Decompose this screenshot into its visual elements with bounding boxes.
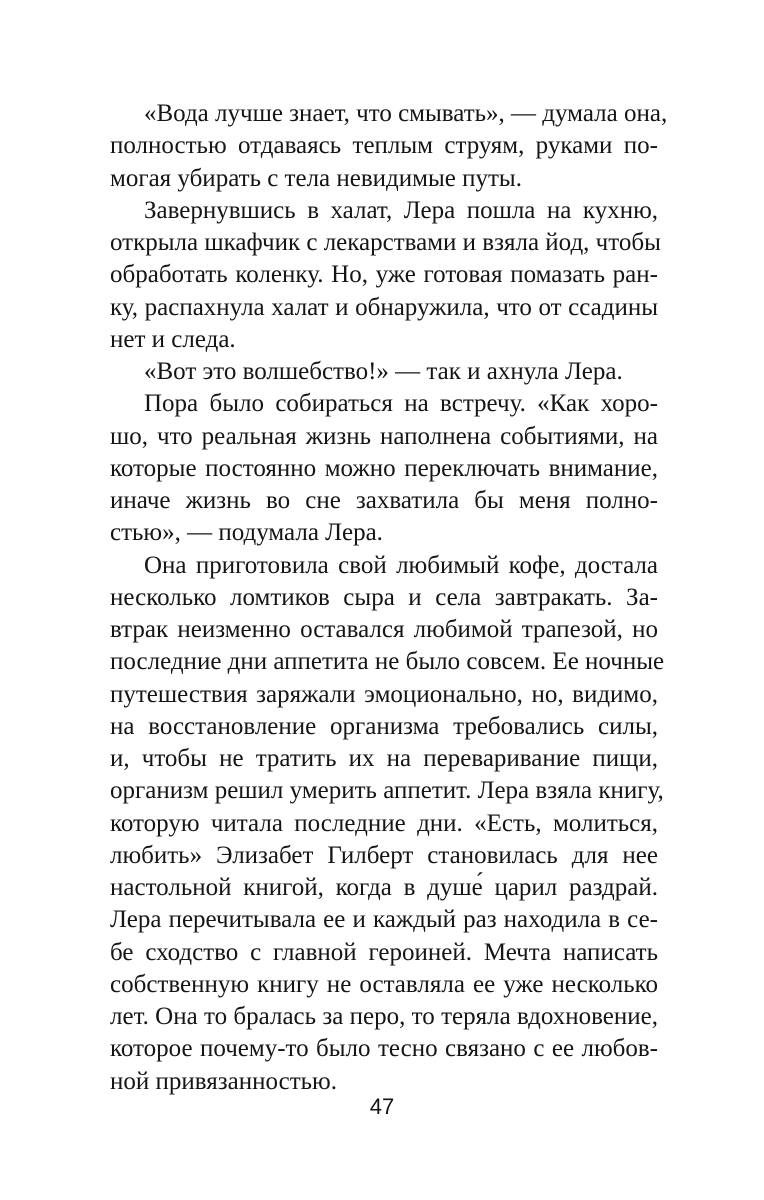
- text-line: собственную книгу не оставляла ее уже несколько: [110, 970, 658, 998]
- text-line: нет и следа.: [110, 325, 236, 353]
- text-line: стью», — подумала Лера.: [110, 519, 383, 547]
- text-line: шо, что реальная жизнь наполнена событиями, на: [110, 422, 658, 450]
- text-line: несколько ломтиков сыра и села завтракать. За-: [110, 583, 658, 611]
- text-line: обработать коленку. Но, уже готовая помазать ран-: [110, 261, 658, 289]
- text-line: ку, распахнула халат и обнаружила, что от ссадины: [110, 293, 658, 321]
- text-line: путешествия заряжали эмоционально, но, видимо,: [110, 680, 658, 708]
- text-line: иначе жизнь во сне захватила бы меня полно-: [110, 487, 658, 514]
- text-line: на восстановление организма требовались силы,: [110, 712, 658, 740]
- text-line: Завернувшись в халат, Лера пошла на кухню,: [144, 196, 658, 224]
- text-line: организм решил умерить аппетит. Лера взяла книгу,: [110, 777, 664, 805]
- text-line: ной привязанностью.: [110, 1067, 337, 1095]
- text-line: которое почему-то было тесно связано с ее любов-: [110, 1035, 658, 1063]
- text-line: Лера перечитывала ее и каждый раз находила в се-: [110, 906, 658, 934]
- text-line: могая убирать с тела невидимые путы.: [110, 164, 522, 192]
- text-line: лет. Она то бралась за перо, то теряла вдохновение,: [110, 1003, 658, 1030]
- text-line: которую читала последние дни. «Есть, молиться,: [110, 809, 658, 837]
- text-line: «Вода лучше знает, что смывать», — думала она,: [144, 100, 668, 127]
- text-line: втрак неизменно оставался любимой трапезой, но: [110, 616, 658, 643]
- text-line: «Вот это волшебство!» — так и ахнула Лера.: [144, 358, 623, 385]
- text-line: последние дни аппетита не было совсем. Ее ночные: [110, 648, 665, 676]
- text-line: Пора было собираться на встречу. «Как хоро-: [144, 390, 658, 418]
- text-line: открыла шкафчик с лекарствами и взяла йод, чтобы: [110, 229, 661, 256]
- text-line: полностью отдаваясь теплым струям, руками по-: [110, 132, 658, 160]
- page-number: 47: [369, 1094, 395, 1119]
- text-line: и, чтобы не тратить их на переваривание пищи,: [110, 745, 658, 772]
- text-line: бе сходство с главной героиней. Мечта написать: [110, 938, 658, 966]
- text-line: любить» Элизабет Гилберт становилась для нее: [110, 841, 658, 869]
- text-line: настольной книгой, когда в душе́ царил раздрай.: [110, 874, 658, 901]
- text-line: которые постоянно можно переключать внимание,: [110, 454, 658, 482]
- body-text: [110, 98, 668, 1098]
- text-line: Она приготовила свой любимый кофе, достала: [144, 551, 658, 579]
